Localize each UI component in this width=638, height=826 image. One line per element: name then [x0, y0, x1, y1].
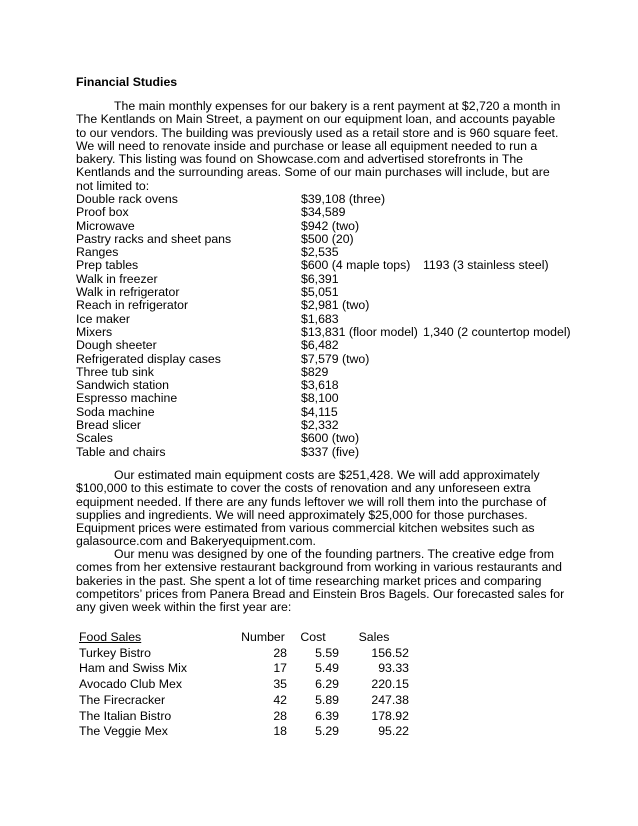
food-cost: 5.89 — [315, 692, 339, 707]
equipment-row — [76, 246, 576, 259]
header-cost: Cost — [300, 630, 326, 644]
equipment-cost: $600 (4 maple tops) — [301, 258, 411, 273]
equipment-row — [76, 406, 576, 419]
equipment-row — [76, 419, 576, 432]
food-cost: 6.39 — [315, 708, 339, 723]
food-sales: 156.52 — [371, 645, 409, 660]
equipment-cost: $500 (20) — [301, 231, 354, 246]
equipment-costs-paragraph: Our estimated main equipment costs are $251,428. We will add approximately $100,000 to this estimate to cover the costs of renovation and any unforeseen extra equipment needed. If there are any funds leftover we will roll them into the purchase of supplies and ingredients. We will need approximately $25,000 for those purchases. Equipment prices were estimated from various commercial kitchen websites such as galasource.com and Bakeryequipment.com. — [76, 468, 547, 549]
header-sales: Sales — [358, 630, 390, 644]
equipment-item: Prep tables — [76, 258, 139, 273]
food-sales: 247.38 — [371, 692, 409, 707]
equipment-item: Ice maker — [76, 311, 130, 326]
equipment-row — [76, 379, 576, 392]
equipment-item: Three tub sink — [76, 364, 154, 379]
food-number: 42 — [273, 692, 287, 707]
equipment-row — [76, 446, 576, 459]
food-sales: 220.15 — [371, 677, 409, 692]
equipment-row — [76, 313, 576, 326]
equipment-item: Dough sheeter — [76, 338, 157, 353]
equipment-cost: $13,831 (floor model) — [301, 324, 418, 339]
equipment-row — [76, 193, 576, 206]
equipment-cost: $34,589 — [301, 205, 346, 220]
food-cost: 5.49 — [315, 661, 339, 676]
equipment-cost: $3,618 — [301, 378, 339, 393]
food-sales: 93.33 — [378, 661, 409, 676]
table-header-row — [79, 630, 409, 646]
equipment-row — [76, 432, 576, 445]
equipment-row — [76, 233, 576, 246]
table-row — [79, 724, 409, 740]
equipment-item: Espresso machine — [76, 391, 178, 406]
equipment-cost: $6,482 — [301, 338, 339, 353]
food-number: 28 — [273, 708, 287, 723]
header-number: Number — [241, 630, 285, 644]
equipment-item: Table and chairs — [76, 444, 166, 459]
equipment-row — [76, 326, 576, 339]
equipment-item: Scales — [76, 431, 113, 446]
table-row — [79, 709, 409, 725]
equipment-cost: $2,981 (two) — [301, 298, 370, 313]
header-food-sales: Food Sales — [79, 630, 142, 644]
food-sales: 95.22 — [378, 724, 409, 739]
food-name: The Veggie Mex — [79, 724, 168, 739]
equipment-extra-cost: 1193 (3 stainless steel) — [423, 258, 549, 273]
equipment-cost: $1,683 — [301, 311, 339, 326]
equipment-cost: $600 (two) — [301, 431, 360, 446]
equipment-cost: $39,108 (three) — [301, 192, 386, 206]
equipment-item: Walk in refrigerator — [76, 285, 180, 300]
equipment-item: Walk in freezer — [76, 271, 158, 286]
food-cost: 5.29 — [315, 724, 339, 739]
table-row — [79, 646, 409, 662]
equipment-cost: $829 — [301, 364, 329, 379]
rent-expenses-paragraph: The main monthly expenses for our bakery is a rent payment at $2,720 a month in The Kentlands on Main Street, a payment on our equipment loan, and accounts payable to our vendors. The building was previously used as a retail store and is 960 square feet. We will need to renovate inside and purchase or lease all equipment needed to run a bakery. This listing was found on Showcase.com and advertised storefronts in The Kentlands and the surrounding areas. Some of our main purchases will include, but are not limited to: — [76, 99, 561, 193]
equipment-row — [76, 339, 576, 352]
section-heading: Financial Studies — [76, 75, 178, 89]
equipment-row — [76, 206, 576, 219]
equipment-item: Microwave — [76, 218, 135, 233]
food-cost: 6.29 — [315, 677, 339, 692]
equipment-cost: $7,579 (two) — [301, 351, 370, 366]
equipment-item: Double rack ovens — [76, 192, 178, 206]
equipment-row — [76, 273, 576, 286]
equipment-row — [76, 392, 576, 405]
food-number: 35 — [273, 677, 287, 692]
equipment-cost: $2,332 — [301, 418, 339, 433]
equipment-extra-cost: 1,340 (2 countertop model) — [423, 324, 571, 339]
food-sales: 178.92 — [371, 708, 409, 723]
equipment-row — [76, 353, 576, 366]
table-row — [79, 693, 409, 709]
equipment-cost: $4,115 — [301, 404, 338, 419]
equipment-row — [76, 220, 576, 233]
equipment-item: Soda machine — [76, 404, 155, 419]
equipment-item: Reach in refrigerator — [76, 298, 189, 313]
equipment-cost: $8,100 — [301, 391, 339, 406]
equipment-item: Bread slicer — [76, 418, 141, 433]
food-number: 18 — [273, 724, 287, 739]
menu-paragraph: Our menu was designed by one of the founding partners. The creative edge from comes from her extensive restaurant background from working in various restaurants and bakeries in the past. She spent a lot of time researching market prices and comparing competitors’ prices from Panera Bread and Einstein Bros Bagels. Our forecasted sales for any given week within the first year are: — [76, 547, 565, 615]
food-cost: 5.59 — [315, 645, 339, 660]
equipment-item: Mixers — [76, 324, 113, 339]
food-name: Ham and Swiss Mix — [79, 661, 187, 676]
food-name: The Italian Bistro — [79, 708, 172, 723]
equipment-row — [76, 299, 576, 312]
equipment-row — [76, 366, 576, 379]
food-name: Avocado Club Mex — [79, 677, 182, 692]
equipment-cost: $2,535 — [301, 245, 339, 260]
equipment-list — [76, 193, 576, 459]
equipment-item: Sandwich station — [76, 378, 169, 393]
equipment-cost: $942 (two) — [301, 218, 360, 233]
food-name: Turkey Bistro — [79, 645, 151, 660]
equipment-cost: $337 (five) — [301, 444, 360, 459]
food-name: The Firecracker — [79, 692, 166, 707]
table-row — [79, 677, 409, 693]
food-number: 28 — [273, 645, 287, 660]
equipment-row — [76, 259, 576, 272]
equipment-item: Proof box — [76, 205, 129, 220]
equipment-item: Refrigerated display cases — [76, 351, 221, 366]
equipment-cost: $6,391 — [301, 271, 339, 286]
equipment-row — [76, 286, 576, 299]
equipment-cost: $5,051 — [301, 285, 339, 300]
food-number: 17 — [273, 661, 287, 676]
table-row — [79, 661, 409, 677]
equipment-item: Ranges — [76, 245, 119, 260]
equipment-item: Pastry racks and sheet pans — [76, 231, 232, 246]
food-sales-table — [79, 630, 409, 740]
